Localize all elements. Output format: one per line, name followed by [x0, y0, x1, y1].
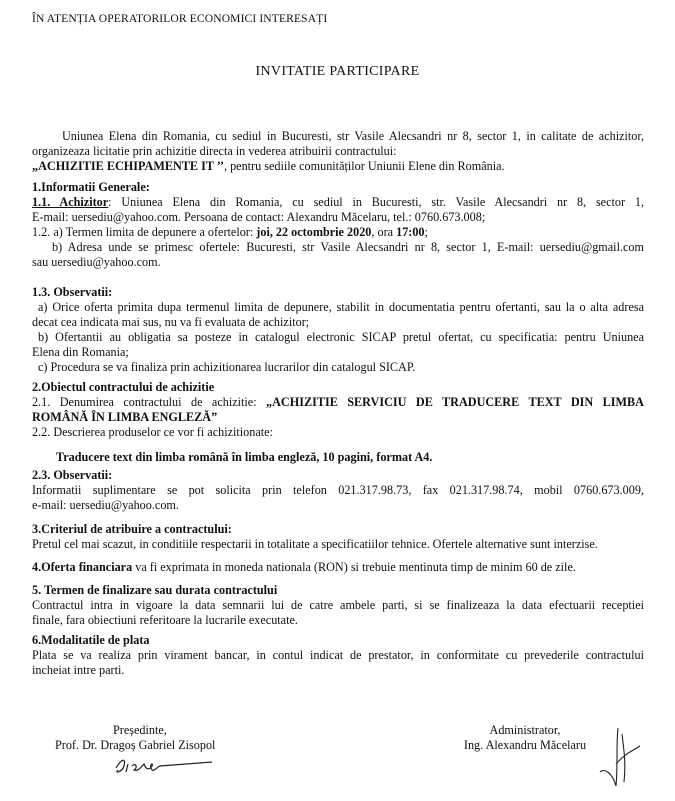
- obs-a-line-2: decat cea indicata mai sus, nu va fi evaluata de achizitor;: [32, 315, 310, 329]
- obs-b-line-2: Elena din Romania;: [32, 345, 129, 359]
- product-description: Traducere text din limba română în limba engleză, 10 pagini, format A4.: [56, 450, 433, 464]
- achizitor-line-2: E-mail: uersediu@yahoo.com. Persoana de contact: Alexandru Măcelaru, tel.: 0760.673.008;: [32, 210, 486, 224]
- contract-title-label: 2.1. Denumirea contractului de achizitie:: [32, 395, 267, 409]
- financial-offer-text: va fi exprimata in moneda nationala (RON) si trebuie mentinuta timp de minim 60 de zile.: [132, 560, 576, 574]
- address-line-2: sau uersediu@yahoo.com.: [32, 255, 161, 269]
- deadline-label: 1.2. a) Termen limita de depunere a ofertelor:: [32, 225, 257, 239]
- deadline-time: 17:00: [396, 225, 425, 239]
- contract-title-bold-2: ROMÂNĂ ÎN LIMBA ENGLEZĂ”: [32, 410, 218, 424]
- section-duration: [32, 583, 644, 628]
- section-3-heading: 3.Criteriul de atribuire a contractului:: [32, 522, 232, 536]
- section-23-heading: 2.3. Observatii:: [32, 468, 113, 482]
- section-payment: [32, 633, 644, 678]
- address-line-1: b) Adresa unde se primesc ofertele: Bucuresti, str Vasile Alecsandri nr 8, sector 1, E-mail: uersediu@gmail.com: [52, 240, 644, 254]
- section-1-heading: 1.Informatii Generale:: [32, 180, 150, 194]
- section-general-info: [32, 180, 644, 270]
- contact-line-2: e-mail: uersediu@yahoo.com.: [32, 498, 179, 512]
- section-criteria: [32, 522, 644, 552]
- deadline-mid: , ora: [371, 225, 397, 239]
- administrator-signature-icon: [596, 724, 644, 790]
- contract-title-line-1: [32, 395, 644, 410]
- president-name: Prof. Dr. Dragoș Gabriel Zisopol: [55, 738, 216, 752]
- obs-c-line: c) Procedura se va finaliza prin achizitionarea lucrarilor din catalogul SICAP.: [38, 360, 416, 374]
- president-role: Președinte,: [113, 723, 167, 737]
- section-observatii: [32, 285, 644, 375]
- intro-line-1: Uniunea Elena din Romania, cu sediul in Bucuresti, str Vasile Alecsandri nr 8, sector 1, in calitate de achizitor,: [62, 129, 644, 143]
- administrator-role: Administrator,: [489, 723, 561, 737]
- achizitor-details: : Uniunea Elena din Romania, cu sediul in Bucuresti, str. Vasile Alecsandri nr 8, sector 1,: [108, 195, 644, 209]
- obs-b-line-1: b) Ofertantii au obligatia sa posteze in catalogul electronic SICAP pretul ofertat, cu specificatia: pentru Uniunea: [38, 330, 644, 344]
- intro-line-3-rest: , pentru sediile comunităților Uniunii Elene din România.: [223, 159, 505, 173]
- obs-a-line-1: a) Orice oferta primita dupa termenul limita de depunere, stabilit in documentatia pentru ofertanti, sau la o alta adresa: [38, 300, 644, 314]
- section-observatii-2: [32, 468, 644, 513]
- duration-line-1: Contractul intra in vigoare la data semnarii lui de catre ambele parti, si se finalizeaza la data efectuarii receptiei: [32, 598, 644, 612]
- intro-paragraph: [32, 129, 644, 174]
- achizitor-line-1: [32, 195, 644, 210]
- products-description-label: 2.2. Descrierea produselor ce vor fi achizitionate:: [32, 425, 273, 439]
- payment-line-1: Plata se va realiza prin virament bancar, in contul indicat de prestator, in conformitate cu prevederile contractului: [32, 648, 644, 662]
- section-2-heading: 2.Obiectul contractului de achizitie: [32, 380, 215, 394]
- achizitor-label: 1.1. Achizitor: [32, 195, 109, 209]
- signature-block-administrator: [440, 723, 610, 753]
- contract-name: „ACHIZITIE ECHIPAMENTE IT ’’: [32, 159, 224, 173]
- payment-line-2: incheiat intre parti.: [32, 663, 125, 677]
- notice-header: ÎN ATENȚIA OPERATORILOR ECONOMICI INTERESAȚI: [32, 12, 328, 25]
- section-6-heading: 6.Modalitatile de plata: [32, 633, 150, 647]
- administrator-name: Ing. Alexandru Măcelaru: [463, 738, 587, 752]
- section-5-heading: 5. Termen de finalizare sau durata contractului: [32, 583, 278, 597]
- section-4-heading: 4.Oferta financiara: [32, 560, 133, 574]
- contact-line-1: Informatii suplimentare se pot solicita prin telefon 021.317.98.73, fax 021.317.98.74, mobil 0760.673.009,: [32, 483, 644, 497]
- duration-line-2: finale, fara obiectiuni referitoare la lucrarile executate.: [32, 613, 298, 627]
- criteria-text: Pretul cel mai scazut, in conditiile respectarii in totalitate a specificatiilor tehnice. Ofertele alternative sunt interzise.: [32, 537, 598, 551]
- document-title: INVITATIE PARTICIPARE: [255, 64, 420, 79]
- intro-line-3: [32, 159, 644, 174]
- contract-title-bold-1: „ACHIZITIE SERVICIU DE TRADUCERE TEXT DIN LIMBA: [266, 395, 644, 409]
- section-object: [32, 380, 644, 465]
- section-financial-offer: [32, 560, 644, 575]
- signature-block-president: [55, 723, 275, 753]
- deadline-date: joi, 22 octombrie 2020: [256, 225, 372, 239]
- deadline-line: [32, 225, 644, 240]
- section-13-heading: 1.3. Observatii:: [32, 285, 113, 299]
- deadline-end: ;: [424, 225, 428, 239]
- president-signature-icon: [108, 752, 218, 778]
- intro-line-2: organizeaza licitatie prin achizitie directa in vederea atribuirii contractului:: [32, 144, 397, 158]
